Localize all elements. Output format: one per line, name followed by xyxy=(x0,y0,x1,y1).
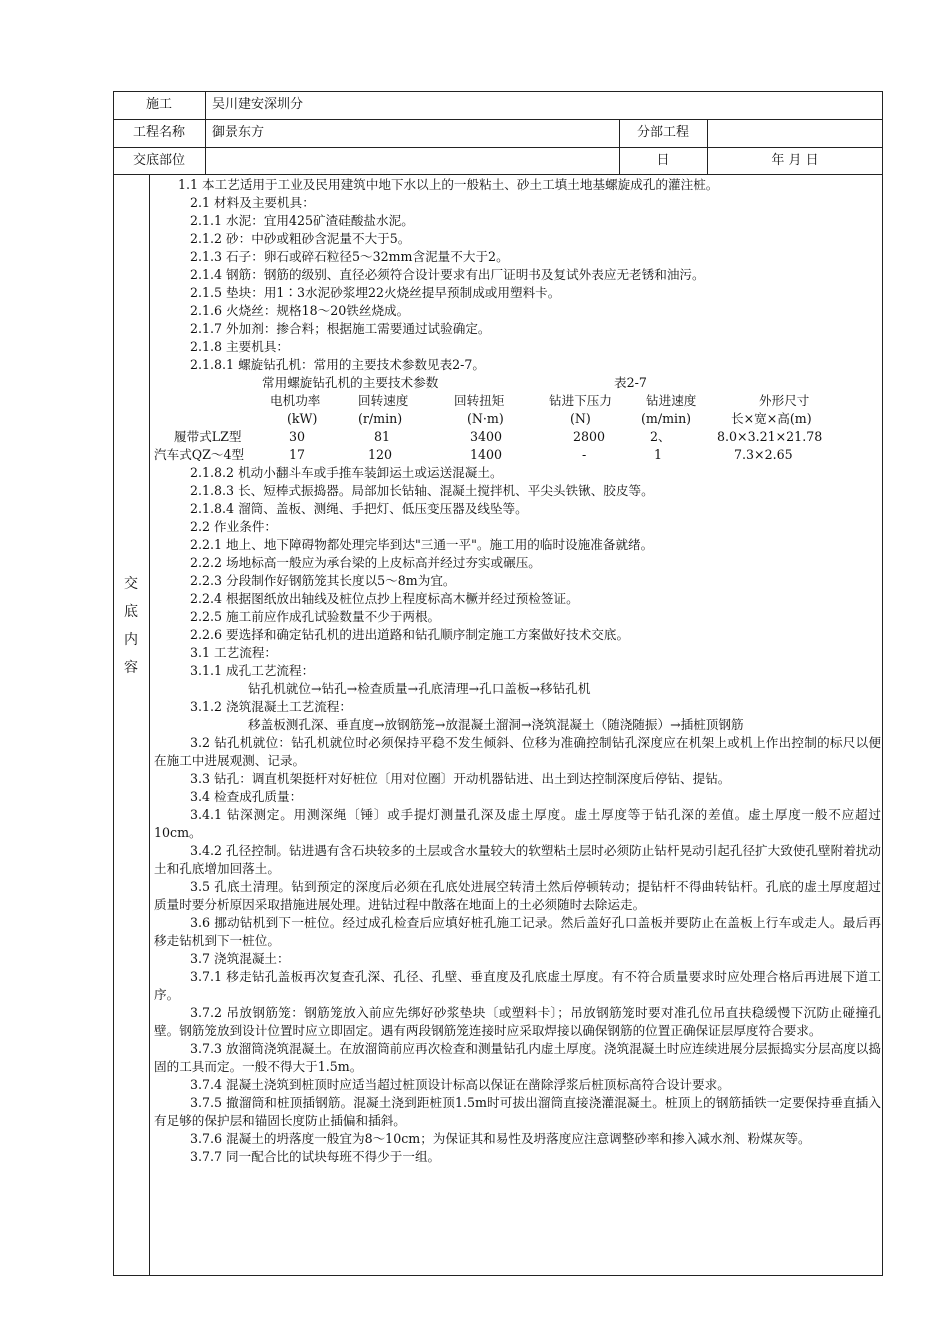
table-cell: 8.0×3.21×21.78 xyxy=(717,429,823,444)
text-line: 2.1.4 钢筋：钢筋的级别、直径必须符合设计要求有出厂证明书及复试外表应无老锈和油污。 xyxy=(190,267,705,282)
table-cell: 7.3×2.65 xyxy=(734,447,793,462)
date-value: 年 月 日 xyxy=(771,153,819,168)
table-title: 常用螺旋钻孔机的主要技术参数 xyxy=(262,375,439,390)
rule xyxy=(113,91,114,1276)
text-line: 3.7 浇筑混凝土： xyxy=(190,951,290,966)
side-char: 底 xyxy=(124,604,138,620)
text-line: 2.1.6 火烧丝：规格18～20铁丝烧成。 xyxy=(190,303,410,318)
text-line: 2.1.2 砂：中砂或粗砂含泥量不大于5。 xyxy=(190,231,411,246)
paragraph: 3.7.4 混凝土浇筑到桩顶时应适当超过桩顶设计标高以保证在凿除浮浆后桩顶标高符合设计要求。 xyxy=(190,1077,730,1092)
paragraph: 3.5 孔底土清理。钻到预定的深度后必须在孔底处进展空转清土然后停顿转动；提钻杆不得曲转钻杆。孔底的虚土厚度超过质量时要分析原因采取措施进展处理。进钻过程中散落在地面上的土必须随时去除运走。 xyxy=(154,879,881,912)
text-line: 2.1.8.2 机动小翻斗车或手推车装卸运土或运送混凝土。 xyxy=(190,465,503,480)
text-line: 2.2.4 根据图纸放出轴线及桩位点抄上程度标高木橛并经过预检签证。 xyxy=(190,591,579,606)
text-line: 2.2.5 施工前应作成孔试验数量不少于两根。 xyxy=(190,609,441,624)
table-unit-row xyxy=(154,410,881,428)
project-name-label: 工程名称 xyxy=(132,125,185,140)
table-number: 表2-7 xyxy=(614,375,647,390)
table-cell: 17 xyxy=(289,447,306,462)
text-line: 2.1.3 石子：卵石或碎石粒径5～32mm含泥量不大于2。 xyxy=(190,249,509,264)
table-cell: 120 xyxy=(368,447,393,462)
paragraph: 3.7.2 吊放钢筋笼：钢筋笼放入前应先绑好砂浆垫块〔或塑料卡〕；吊放钢筋笼时要对准孔位吊直扶稳缓慢下沉防止碰撞孔壁。钢筋笼放到设计位置时应立即固定。遇有两段钢筋笼连接时应采取焊接以确保钢筋的位置正确保证层厚度符合要求。 xyxy=(154,1005,881,1038)
text-line: 2.2.1 地上、地下障碍物都处理完毕到达"三通一平"。施工用的临时设施准备就绪。 xyxy=(190,537,654,552)
table-cell: 2、 xyxy=(650,429,671,444)
text-line: 2.2.2 场地标高一般应为承台梁的上皮标高并经过夯实或碾压。 xyxy=(190,555,541,570)
table-cell: 2800 xyxy=(573,429,606,444)
rule xyxy=(149,174,150,1275)
project-name-value: 御景东方 xyxy=(212,125,265,140)
date-label: 日 xyxy=(656,153,670,168)
table-unit: (N·m) xyxy=(467,411,504,426)
table-header: 回转速度 xyxy=(358,393,409,408)
disclosure-part-label: 交底部位 xyxy=(132,153,185,168)
paragraph: 3.7.5 撤溜筒和桩顶插钢筋。混凝土浇到距桩顶1.5m时可拔出溜筒直接浇灌混凝土。桩顶上的钢筋插铁一定要保持垂直插入有足够的保护层和锚固长度防止插偏和插斜。 xyxy=(154,1095,881,1128)
text-line: 2.2.6 要选择和确定钻孔机的进出道路和钻孔顺序制定施工方案做好技术交底。 xyxy=(190,627,630,642)
paragraph: 3.2 钻孔机就位：钻孔机就位时必须保持平稳不发生倾斜、位移为准确控制钻孔深度应在机架上或机上作出控制的标尺以便在施工中进展观测、记录。 xyxy=(154,735,881,768)
table-caption xyxy=(154,374,881,392)
table-unit: (N) xyxy=(570,411,591,426)
table-header: 回转扭矩 xyxy=(454,393,505,408)
side-char: 交 xyxy=(124,576,138,592)
construction-unit-value: 吴川建安深圳分 xyxy=(212,97,304,112)
paragraph: 3.7.3 放溜筒浇筑混凝土。在放溜筒前应再次检查和测量钻孔内虚土厚度。浇筑混凝土时应连续进展分层振捣实分层高度以捣固的工具而定。一般不得大于1.5m。 xyxy=(154,1041,881,1074)
table-cell: 1 xyxy=(654,447,663,462)
text-line: 3.4 检查成孔质量： xyxy=(190,789,303,804)
table-unit: (m/min) xyxy=(641,411,692,426)
table-header: 钻进下压力 xyxy=(549,393,612,408)
process-flow: 钻孔机就位→钻孔→检查质量→孔底清理→孔口盖板→移钻孔机 xyxy=(248,681,591,696)
text-line: 2.2.3 分段制作好钢筋笼其长度以5～8m为宜。 xyxy=(190,573,456,588)
table-cell: 3400 xyxy=(470,429,503,444)
text-line: 2.1 材料及主要机具： xyxy=(190,195,315,210)
rule xyxy=(205,91,206,174)
text-line: 2.1.5 垫块：用1∶3水泥砂浆埋22火烧丝提早预制成或用塑料卡。 xyxy=(190,285,561,300)
text-line: 2.2 作业条件： xyxy=(190,519,278,534)
paragraph: 3.7.1 移走钻孔盖板再次复查孔深、孔径、孔壁、垂直度及孔底虚土厚度。有不符合质量要求时应处理合格后再进展下道工序。 xyxy=(154,969,881,1002)
table-unit: (kW) xyxy=(287,411,318,426)
table-header-row xyxy=(154,392,881,410)
text-line: 2.1.8.1 螺旋钻孔机：常用的主要技术参数见表2-7。 xyxy=(190,357,486,372)
disclosure-content xyxy=(154,176,881,1166)
rule xyxy=(113,174,883,175)
text-line: 2.1.8 主要机具： xyxy=(190,339,290,354)
table-header: 钻进速度 xyxy=(646,393,697,408)
text-line: 3.7.7 同一配合比的试块每班不得少于一组。 xyxy=(190,1149,441,1164)
paragraph: 3.4.2 孔径控制。钻进遇有含石块较多的土层或含水量较大的软塑粘土层时必须防止钻杆晃动引起孔径扩大致使孔壁附着扰动土和孔底增加回落土。 xyxy=(154,843,881,876)
table-unit: (r/min) xyxy=(358,411,403,426)
disclosure-content-label xyxy=(113,570,149,682)
table-cell: 30 xyxy=(289,429,306,444)
table-cell: 汽车式QZ～4型 xyxy=(154,447,245,462)
side-char: 内 xyxy=(124,632,138,648)
table-cell: - xyxy=(582,447,587,462)
table-cell: 1400 xyxy=(470,447,503,462)
rule xyxy=(882,91,883,1276)
process-flow: 移盖板测孔深、垂直度→放钢筋笼→放混凝土溜洞→浇筑混凝土（随浇随振）→插桩顶钢筋 xyxy=(248,717,744,732)
table-unit: 长×宽×高(m) xyxy=(731,411,812,426)
table-cell: 履带式LZ型 xyxy=(174,429,242,444)
table-header: 外形尺寸 xyxy=(759,393,810,408)
text-line: 2.1.8.4 溜筒、盖板、测绳、手把灯、低压变压器及线坠等。 xyxy=(190,501,528,516)
paragraph: 3.6 挪动钻机到下一桩位。经过成孔检查后应填好桩孔施工记录。然后盖好孔口盖板并要防止在盖板上行车或走人。最后再移走钻机到下一桩位。 xyxy=(154,915,881,948)
table-row xyxy=(154,446,881,464)
paragraph: 3.7.6 混凝土的坍落度一般宜为8～10cm；为保证其和易性及坍落度应注意调整砂率和掺入减水剂、粉煤灰等。 xyxy=(190,1131,811,1146)
table-cell: 81 xyxy=(374,429,391,444)
table-header: 电机功率 xyxy=(270,393,321,408)
text-line: 2.1.7 外加剂：掺合料；根据施工需要通过试验确定。 xyxy=(190,321,491,336)
rule xyxy=(113,1275,883,1276)
text-line: 3.1.2 浇筑混凝土工艺流程： xyxy=(190,699,352,714)
side-char: 容 xyxy=(124,660,138,676)
paragraph: 3.4.1 钻深测定。用测深绳〔锤〕或手提灯测量孔深及虚土厚度。虚土厚度等于钻孔深的差值。虚土厚度一般不应超过10cm。 xyxy=(154,807,881,840)
disclosure-form xyxy=(113,91,883,1276)
text-line: 2.1.8.3 长、短棒式振捣器。局部加长钻轴、混凝土搅拌机、平尖头铁锹、胶皮等。 xyxy=(190,483,654,498)
paragraph: 3.3 钻孔：调直机架挺杆对好桩位〔用对位圈〕开动机器钻进、出土到达控制深度后停钻、提钻。 xyxy=(190,771,731,786)
text-line: 3.1 工艺流程： xyxy=(190,645,278,660)
text-line: 1.1 本工艺适用于工业及民用建筑中地下水以上的一般粘土、砂土工填土地基螺旋成孔的灌注桩。 xyxy=(178,177,719,192)
text-line: 3.1.1 成孔工艺流程： xyxy=(190,663,315,678)
sub-project-label: 分部工程 xyxy=(636,125,689,140)
text-line: 2.1.1 水泥：宜用425矿渣硅酸盐水泥。 xyxy=(190,213,414,228)
construction-label: 施工 xyxy=(145,97,172,112)
table-row xyxy=(154,428,881,446)
